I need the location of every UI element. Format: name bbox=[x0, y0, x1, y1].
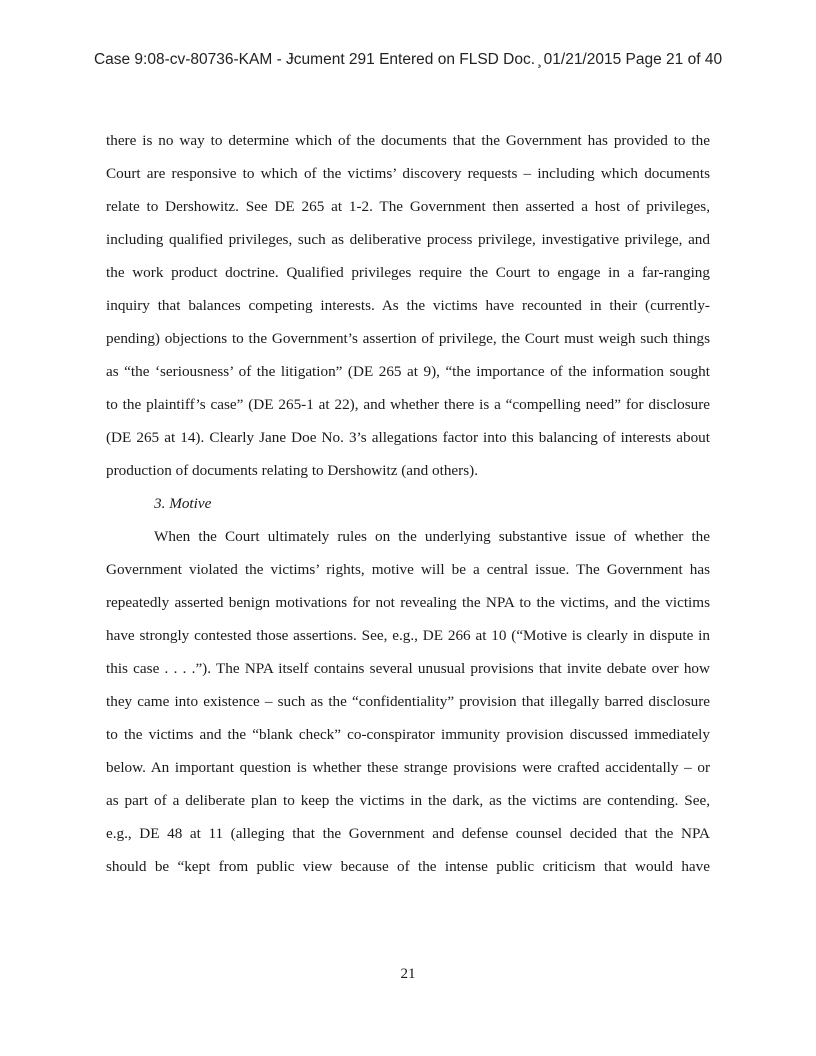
body-line: repeatedly asserted benign motivations for not revealing the NPA to the victims, and the victims bbox=[106, 594, 710, 611]
body-line: they came into existence – such as the “confidentiality” provision that illegally barred disclosure bbox=[106, 693, 710, 710]
body-line: the work product doctrine. Qualified privileges require the Court to engage in a far-ranging bbox=[106, 264, 710, 281]
body-line: as “the ‘seriousness’ of the litigation” (DE 265 at 9), “the importance of the information sought bbox=[106, 363, 710, 380]
body-line: should be “kept from public view because of the intense public criticism that would have bbox=[106, 858, 710, 875]
body-line: e.g., DE 48 at 11 (alleging that the Government and defense counsel decided that the NPA bbox=[106, 825, 710, 842]
body-line: to the plaintiff’s case” (DE 265-1 at 22), and whether there is a “compelling need” for disclosure bbox=[106, 396, 710, 413]
section-heading: 3. Motive bbox=[154, 495, 212, 512]
page-number: 21 bbox=[400, 966, 416, 982]
body-line: as part of a deliberate plan to keep the victims in the dark, as the victims are contending. See, bbox=[106, 792, 710, 809]
body-line: Government violated the victims’ rights, motive will be a central issue. The Government has bbox=[106, 561, 710, 578]
body-line: there is no way to determine which of the documents that the Government has provided to the bbox=[106, 132, 710, 149]
body-line: relate to Dershowitz. See DE 265 at 1-2. The Government then asserted a host of privileges, bbox=[106, 198, 710, 215]
body-line: to the victims and the “blank check” co-conspirator immunity provision discussed immediately bbox=[106, 726, 710, 743]
body-line: When the Court ultimately rules on the underlying substantive issue of whether the bbox=[154, 528, 710, 545]
body-line: including qualified privileges, such as deliberative process privilege, investigative privilege, and bbox=[106, 231, 710, 248]
case-header: Case 9:08-cv-80736-KAM ‐ Ɉcument 291 Entered on FLSD Doc. ̧ 01/21/2015 Page 21 of 40 bbox=[93, 51, 723, 68]
body-line: this case . . . .”). The NPA itself contains several unusual provisions that invite debate over how bbox=[106, 660, 710, 677]
body-line: (DE 265 at 14). Clearly Jane Doe No. 3’s allegations factor into this balancing of interests about bbox=[106, 429, 710, 446]
body-line: inquiry that balances competing interests. As the victims have recounted in their (currently- bbox=[106, 297, 710, 314]
body-line: production of documents relating to Dershowitz (and others). bbox=[106, 462, 478, 479]
body-line: pending) objections to the Government’s assertion of privilege, the Court must weigh such things bbox=[106, 330, 710, 347]
body-line: have strongly contested those assertions. See, e.g., DE 266 at 10 (“Motive is clearly in dispute in bbox=[106, 627, 710, 644]
body-line: Court are responsive to which of the victims’ discovery requests – including which documents bbox=[106, 165, 710, 182]
body-line: below. An important question is whether these strange provisions were crafted accidentally – or bbox=[106, 759, 710, 776]
document-body bbox=[106, 124, 710, 883]
